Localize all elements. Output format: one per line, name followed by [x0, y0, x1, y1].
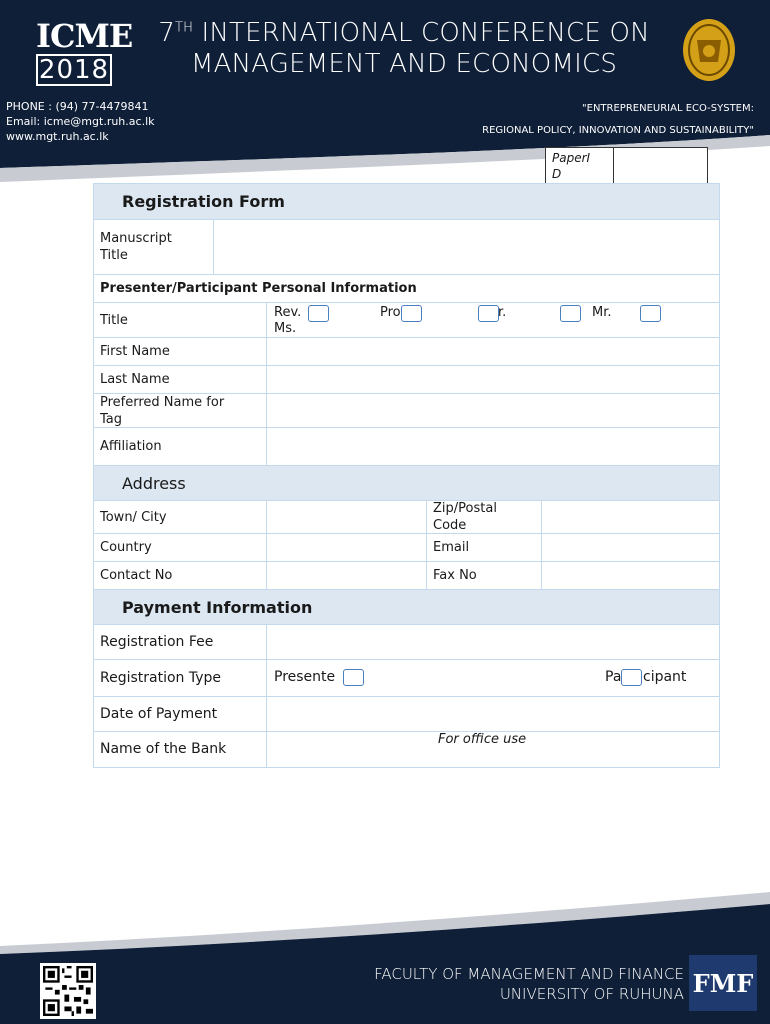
email-field[interactable]	[542, 534, 719, 561]
reg-type-presenter-checkbox[interactable]	[343, 669, 364, 686]
footer-banner	[0, 884, 770, 1024]
reg-type-participant-label-a: Pa	[605, 669, 622, 685]
faculty-name: FACULTY OF MANAGEMENT AND FINANCE UNIVERSITY OF RUHUNA	[374, 965, 684, 1003]
town-label: Town/ City	[94, 501, 267, 533]
reg-type-participant-label-b: cipant	[643, 669, 687, 685]
conference-title	[134, 18, 674, 80]
payment-heading: Payment Information	[94, 589, 719, 624]
email-label: Email	[427, 534, 542, 561]
title-checkbox-mr[interactable]	[560, 305, 581, 322]
paper-id-field[interactable]	[614, 148, 707, 187]
bank-row	[94, 731, 719, 767]
title-row	[94, 302, 719, 337]
conference-title-line1: 7TH INTERNATIONAL CONFERENCE ON	[158, 18, 650, 48]
email-text: Email: icme@mgt.ruh.ac.lk	[6, 115, 155, 128]
title-option-prof: Pro	[380, 305, 401, 320]
reg-type-participant-checkbox[interactable]	[621, 669, 642, 686]
title-options	[267, 303, 719, 338]
icme-logo	[36, 17, 133, 85]
date-payment-label: Date of Payment	[94, 697, 267, 731]
paper-id-box	[545, 147, 708, 188]
zip-label: Zip/Postal Code	[427, 501, 542, 533]
zip-field[interactable]	[542, 501, 719, 533]
phone-text: PHONE : (94) 77-4479841	[6, 100, 149, 113]
affiliation-row	[94, 427, 719, 465]
manuscript-label: Manuscript Title	[94, 220, 214, 274]
contact-label: Contact No	[94, 562, 267, 589]
affiliation-field[interactable]	[267, 428, 719, 465]
fax-field[interactable]	[542, 562, 719, 589]
title-option-rev: Rev.	[274, 305, 302, 320]
country-email-row	[94, 533, 719, 561]
reg-type-presenter-label: Presente	[274, 669, 336, 685]
university-seal-icon	[682, 18, 736, 82]
town-zip-row	[94, 500, 719, 533]
contact-field[interactable]	[267, 562, 427, 589]
date-payment-row	[94, 696, 719, 731]
country-field[interactable]	[267, 534, 427, 561]
qr-code-icon	[40, 963, 96, 1019]
town-field[interactable]	[267, 501, 427, 533]
contact-info	[6, 99, 155, 144]
reg-type-label: Registration Type	[94, 660, 267, 696]
last-name-label: Last Name	[94, 366, 267, 393]
reg-type-row	[94, 659, 719, 696]
bank-label: Name of the Bank	[94, 732, 267, 767]
reg-type-options	[267, 660, 719, 695]
last-name-field[interactable]	[267, 366, 719, 393]
title-label: Title	[94, 303, 267, 337]
preferred-name-field[interactable]	[267, 394, 719, 427]
title-option-dr: r.	[498, 305, 507, 320]
conference-title-line2: MANAGEMENT AND ECONOMICS	[190, 49, 618, 79]
fmf-logo: FMF	[689, 955, 757, 1011]
first-name-row	[94, 337, 719, 365]
contact-fax-row	[94, 561, 719, 589]
address-heading: Address	[94, 465, 719, 500]
preferred-name-label: Preferred Name for Tag	[94, 394, 267, 427]
registration-form	[93, 183, 720, 768]
title-option-ms: Ms.	[274, 321, 297, 336]
title-option-mr: Mr.	[592, 305, 612, 320]
personal-info-heading: Presenter/Participant Personal Information	[94, 274, 719, 302]
title-checkbox-rev[interactable]	[308, 305, 329, 322]
logo-text: ICME	[36, 17, 133, 55]
date-payment-field[interactable]	[267, 697, 719, 731]
reg-fee-row	[94, 624, 719, 659]
preferred-name-row	[94, 393, 719, 427]
first-name-label: First Name	[94, 338, 267, 365]
title-checkbox-prof[interactable]	[401, 305, 422, 322]
fax-label: Fax No	[427, 562, 542, 589]
last-name-row	[94, 365, 719, 393]
manuscript-title-field[interactable]	[214, 220, 719, 274]
office-use-note: For office use	[434, 732, 530, 747]
paper-id-label: PaperI D	[546, 148, 614, 187]
title-checkbox-dr[interactable]	[478, 305, 499, 322]
country-label: Country	[94, 534, 267, 561]
website-text: www.mgt.ruh.ac.lk	[6, 130, 109, 143]
manuscript-row	[94, 219, 719, 274]
logo-year: 2018	[36, 54, 112, 86]
first-name-field[interactable]	[267, 338, 719, 365]
reg-fee-field[interactable]	[267, 625, 719, 659]
affiliation-label: Affiliation	[94, 428, 267, 465]
title-checkbox-ms[interactable]	[640, 305, 661, 322]
conference-theme: "ENTREPRENEURIAL ECO-SYSTEM: REGIONAL POLICY, INNOVATION AND SUSTAINABILITY"	[482, 103, 754, 136]
reg-fee-label: Registration Fee	[94, 625, 267, 659]
form-title: Registration Form	[94, 184, 719, 219]
